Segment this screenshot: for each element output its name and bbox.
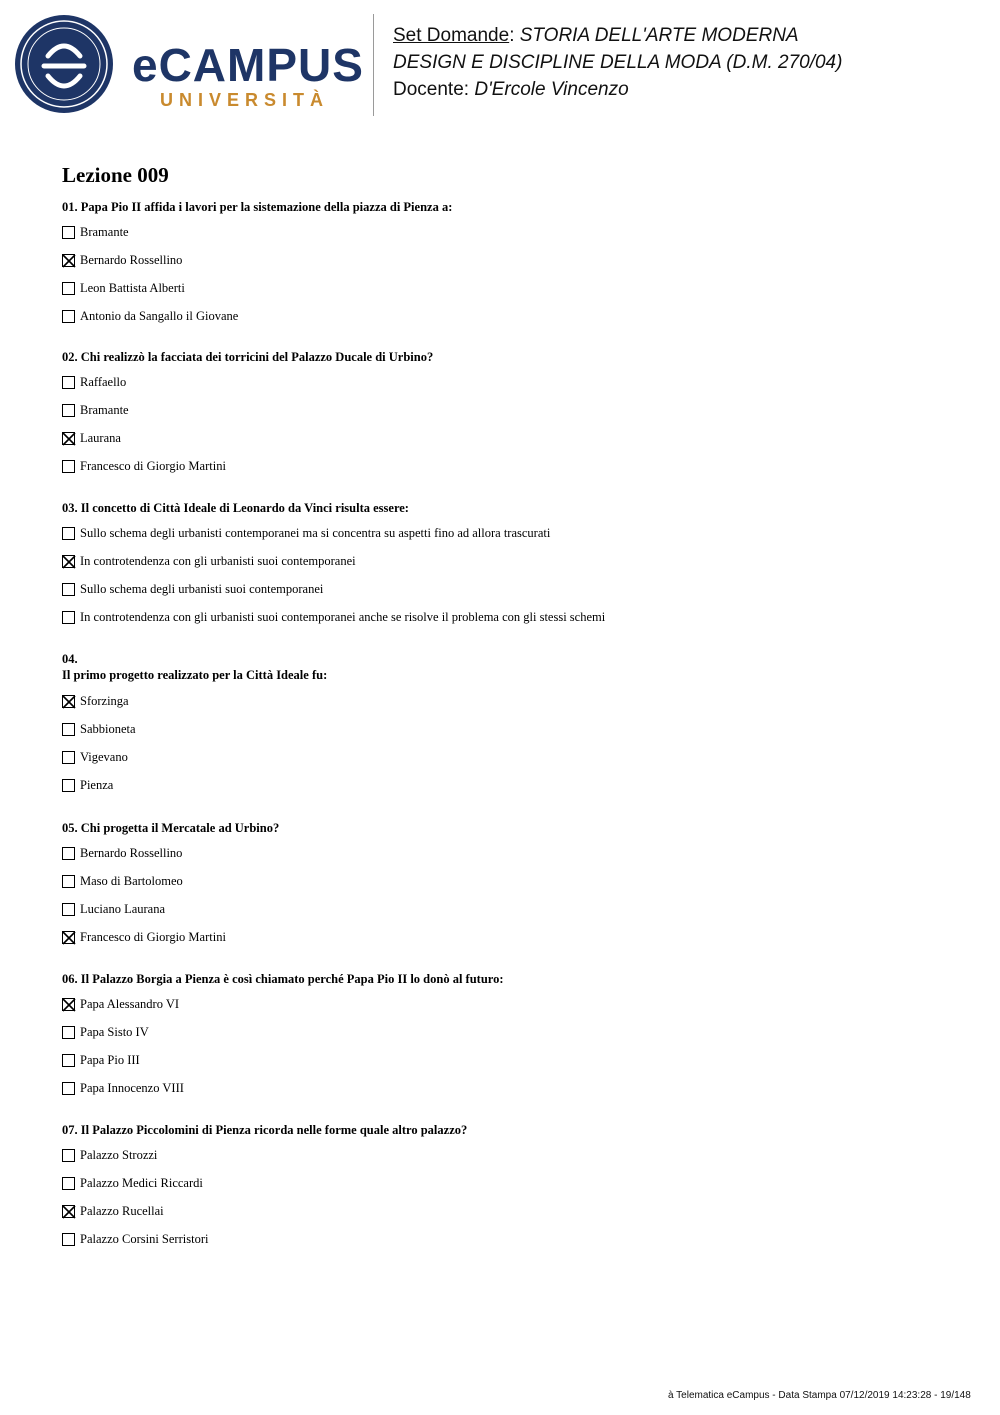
answer-option[interactable] bbox=[62, 998, 504, 1026]
option-label: Papa Sisto IV bbox=[80, 1025, 149, 1039]
checkbox-icon[interactable] bbox=[62, 779, 75, 792]
question-text: 04. Il primo progetto realizzato per la Città Ideale fu: bbox=[62, 652, 328, 682]
question-text: 02. Chi realizzò la facciata dei torricini del Palazzo Ducale di Urbino? bbox=[62, 350, 434, 364]
ecampus-emblem-icon bbox=[14, 14, 114, 114]
answer-option[interactable] bbox=[62, 583, 409, 611]
option-label: Maso di Bartolomeo bbox=[80, 874, 183, 888]
answer-option[interactable] bbox=[62, 875, 279, 903]
answer-option[interactable] bbox=[62, 226, 452, 254]
option-label: In controtendenza con gli urbanisti suoi contemporanei bbox=[80, 554, 356, 568]
question-block bbox=[62, 651, 327, 807]
question-block bbox=[62, 500, 606, 639]
option-label: Palazzo Strozzi bbox=[80, 1148, 158, 1162]
answer-option[interactable] bbox=[62, 931, 279, 959]
docente-label: Docente bbox=[393, 79, 464, 100]
set-label: Set Domande bbox=[393, 25, 510, 46]
option-label: Pienza bbox=[80, 778, 114, 792]
logo-subtitle: UNIVERSITÀ bbox=[160, 90, 330, 110]
answer-option[interactable] bbox=[62, 903, 279, 931]
lesson-title: Lezione 009 bbox=[62, 163, 169, 187]
question-block bbox=[62, 349, 433, 488]
checkbox-icon[interactable] bbox=[62, 903, 75, 916]
checkbox-icon[interactable] bbox=[62, 875, 75, 888]
answer-option[interactable] bbox=[62, 460, 433, 488]
question-text: 05. Chi progetta il Mercatale ad Urbino? bbox=[62, 821, 280, 835]
answer-option[interactable] bbox=[62, 1026, 504, 1054]
option-label: Papa Alessandro VI bbox=[80, 997, 180, 1011]
option-label: Palazzo Medici Riccardi bbox=[80, 1176, 203, 1190]
course-subtitle: DESIGN E DISCIPLINE DELLA MODA (D.M. 270/04) bbox=[393, 52, 843, 73]
logo-wordmark: eCAMPUS bbox=[132, 39, 364, 91]
checkbox-icon[interactable] bbox=[62, 1233, 75, 1246]
answer-option[interactable] bbox=[62, 1233, 467, 1261]
checkbox-icon[interactable] bbox=[62, 1026, 75, 1039]
checked-box-icon[interactable] bbox=[62, 555, 75, 568]
option-label: In controtendenza con gli urbanisti suoi contemporanei anche se risolve il problema con gli stessi schemi bbox=[80, 610, 606, 624]
question-text: 06. Il Palazzo Borgia a Pienza è così chiamato perché Papa Pio II lo donò al futuro: bbox=[62, 972, 504, 986]
option-label: Papa Innocenzo VIII bbox=[80, 1081, 184, 1095]
answer-option[interactable] bbox=[62, 1082, 504, 1110]
course-info: Set Domande: STORIA DELL'ARTE MODERNA DESIGN E DISCIPLINE DELLA MODA (D.M. 270/04) Docente: D'Ercole Vincenzo bbox=[393, 25, 843, 100]
checked-box-icon[interactable] bbox=[62, 998, 75, 1011]
checkbox-icon[interactable] bbox=[62, 751, 75, 764]
question-block bbox=[62, 971, 504, 1110]
option-label: Antonio da Sangallo il Giovane bbox=[80, 309, 239, 323]
answer-option[interactable] bbox=[62, 1149, 467, 1177]
option-label: Palazzo Corsini Serristori bbox=[80, 1232, 209, 1246]
answer-option[interactable] bbox=[62, 695, 327, 723]
option-label: Luciano Laurana bbox=[80, 902, 166, 916]
question-block bbox=[62, 1122, 467, 1261]
answer-option[interactable] bbox=[62, 555, 409, 583]
checkbox-icon[interactable] bbox=[62, 1149, 75, 1162]
checkbox-icon[interactable] bbox=[62, 723, 75, 736]
checkbox-icon[interactable] bbox=[62, 460, 75, 473]
checkbox-icon[interactable] bbox=[62, 611, 75, 624]
option-label: Bramante bbox=[80, 225, 129, 239]
question-block bbox=[62, 820, 279, 959]
option-label: Laurana bbox=[80, 431, 121, 445]
option-label: Palazzo Rucellai bbox=[80, 1204, 164, 1218]
answer-option[interactable] bbox=[62, 404, 433, 432]
checked-box-icon[interactable] bbox=[62, 695, 75, 708]
answer-option[interactable] bbox=[62, 723, 327, 751]
answer-option[interactable] bbox=[62, 751, 327, 779]
checkbox-icon[interactable] bbox=[62, 310, 75, 323]
checkbox-icon[interactable] bbox=[62, 1177, 75, 1190]
header-divider bbox=[373, 14, 374, 116]
checkbox-icon[interactable] bbox=[62, 1082, 75, 1095]
question-text: 01. Papa Pio II affida i lavori per la sistemazione della piazza di Pienza a: bbox=[62, 200, 453, 214]
checkbox-icon[interactable] bbox=[62, 527, 75, 540]
option-label: Bernardo Rossellino bbox=[80, 846, 183, 860]
answer-option[interactable] bbox=[62, 610, 606, 639]
answer-option[interactable] bbox=[62, 847, 279, 875]
page-footer: à Telematica eCampus - Data Stampa 07/12/2019 14:23:28 - 19/148 bbox=[668, 1390, 971, 1401]
answer-option[interactable] bbox=[62, 1205, 467, 1233]
checkbox-icon[interactable] bbox=[62, 583, 75, 596]
answer-option[interactable] bbox=[62, 254, 452, 282]
checkbox-icon[interactable] bbox=[62, 376, 75, 389]
option-label: Bernardo Rossellino bbox=[80, 253, 183, 267]
option-label: Sabbioneta bbox=[80, 722, 136, 736]
option-label: Vigevano bbox=[80, 750, 128, 764]
answer-option[interactable] bbox=[62, 432, 433, 460]
docente-name: D'Ercole Vincenzo bbox=[474, 79, 629, 100]
answer-option[interactable] bbox=[62, 310, 452, 338]
option-label: Sforzinga bbox=[80, 694, 129, 708]
option-label: Raffaello bbox=[80, 375, 127, 389]
option-label: Bramante bbox=[80, 403, 129, 417]
option-label: Sullo schema degli urbanisti suoi contemporanei bbox=[80, 582, 324, 596]
checkbox-icon[interactable] bbox=[62, 404, 75, 417]
question-block bbox=[62, 199, 452, 338]
checkbox-icon[interactable] bbox=[62, 226, 75, 239]
course-title: STORIA DELL'ARTE MODERNA bbox=[519, 25, 799, 46]
page-header bbox=[0, 0, 1000, 130]
checkbox-icon[interactable] bbox=[62, 1054, 75, 1067]
option-label: Francesco di Giorgio Martini bbox=[80, 459, 226, 473]
question-text: 07. Il Palazzo Piccolomini di Pienza ricorda nelle forme quale altro palazzo? bbox=[62, 1123, 468, 1137]
answer-option[interactable] bbox=[62, 1054, 504, 1082]
answer-option[interactable] bbox=[62, 779, 327, 807]
checked-box-icon[interactable] bbox=[62, 254, 75, 267]
answer-option[interactable] bbox=[62, 526, 551, 555]
checked-box-icon[interactable] bbox=[62, 1205, 75, 1218]
checked-box-icon[interactable] bbox=[62, 432, 75, 445]
checkbox-icon[interactable] bbox=[62, 847, 75, 860]
answer-option[interactable] bbox=[62, 376, 433, 404]
answer-option[interactable] bbox=[62, 282, 452, 310]
option-label: Papa Pio III bbox=[80, 1053, 140, 1067]
option-label: Sullo schema degli urbanisti contemporanei ma si concentra su aspetti fino ad allora trascurati bbox=[80, 526, 551, 540]
option-label: Francesco di Giorgio Martini bbox=[80, 930, 226, 944]
option-label: Leon Battista Alberti bbox=[80, 281, 185, 295]
question-text: 03. Il concetto di Città Ideale di Leonardo da Vinci risulta essere: bbox=[62, 501, 409, 515]
answer-option[interactable] bbox=[62, 1177, 467, 1205]
checked-box-icon[interactable] bbox=[62, 931, 75, 944]
checkbox-icon[interactable] bbox=[62, 282, 75, 295]
